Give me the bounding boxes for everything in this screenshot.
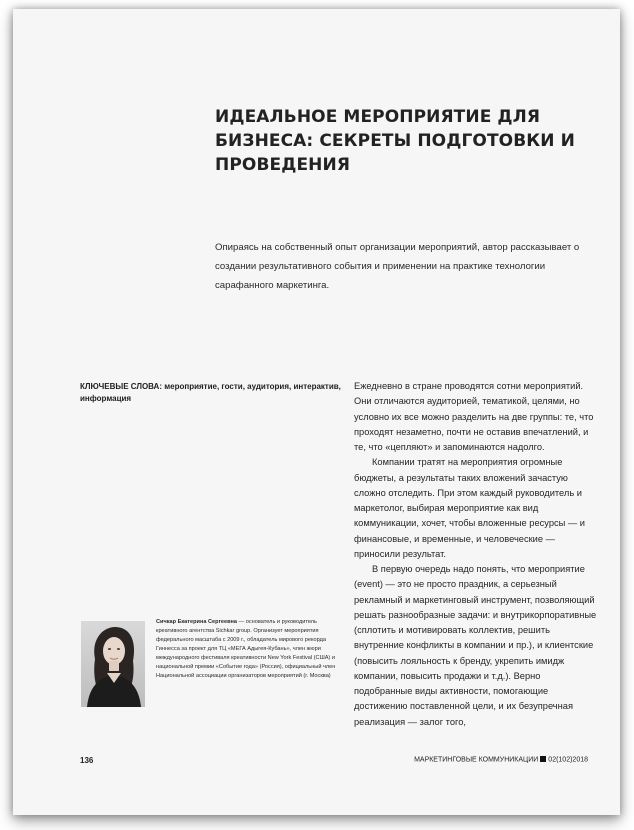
journal-name: МАРКЕТИНГОВЫЕ КОММУНИКАЦИИ: [414, 756, 539, 764]
square-separator-icon: [540, 756, 546, 762]
article-body: [354, 379, 600, 730]
body-paragraph: В первую очередь надо понять, что мероприятие (event) — это не просто праздник, а серьезный рекламный и маркетинговый инструмент, позволяющий решать разнообразные задачи: и внутрикорпоративные (сплотить и мотивировать коллектив, решить внутренние конфликты в компании и пр.), и клиентские (повысить лояльность к бренду, укрепить имидж компании, повысить продажи и т.д.). Верно подобранные виды активности, помогающие достижению поставленной цели, и их безупречная реализация — залог того,: [354, 564, 597, 727]
journal-footer: [414, 756, 588, 764]
magazine-page: [13, 9, 620, 815]
author-photo: [81, 621, 145, 707]
article-lead: Опираясь на собственный опыт организации мероприятий, автор рассказывает о создании результативного события и применении на практике технологии сарафанного маркетинга.: [215, 242, 580, 291]
journal-issue: 02(102)2018: [548, 756, 588, 764]
keywords-text: мероприятие, гости, аудитория, интерактив, информация: [80, 382, 341, 403]
body-paragraph: Компании тратят на мероприятия огромные бюджеты, а результаты таких вложений зачастую сложно отследить. При этом каждый руководитель и маркетолог, выбирая мероприятие как вид коммуникации, хочет, чтобы вложенные ресурсы — и финансовые, и временные, и человеческие — приносили результат.: [354, 457, 585, 559]
author-portrait-image: [81, 621, 145, 707]
page-number: 136: [80, 756, 94, 765]
keywords-block: [80, 381, 342, 405]
author-description: — основатель и руководитель креативного агентства Sichkar group. Организует мероприятия федерального масштаба с 2009 г., обладатель мирового рекорда Гиннесса за проект для ТЦ «МЕГА Адыгея-Кубань», член жюри международного фестиваля креативности New York Festival (США) и национальной премии «Событие года» (Россия), официальный член Национальной ассоциации организаторов мероприятий (г. Москва): [156, 619, 336, 679]
body-paragraph: Ежедневно в стране проводятся сотни мероприятий. Они отличаются аудиторией, тематикой, целями, но условно их все можно разделить на две группы: те, что проходят незаметно, почти не оставив впечатлений, и те, что «цепляют» и запоминаются надолго.: [354, 381, 594, 452]
author-name: Сичкар Екатерина Сергеевна: [156, 619, 238, 625]
author-bio: [156, 618, 341, 681]
keywords-label: КЛЮЧЕВЫЕ СЛОВА:: [80, 382, 162, 391]
article-title: ИДЕАЛЬНОЕ МЕРОПРИЯТИЕ ДЛЯ БИЗНЕСА: СЕКРЕТЫ ПОДГОТОВКИ И ПРОВЕДЕНИЯ: [215, 107, 575, 175]
